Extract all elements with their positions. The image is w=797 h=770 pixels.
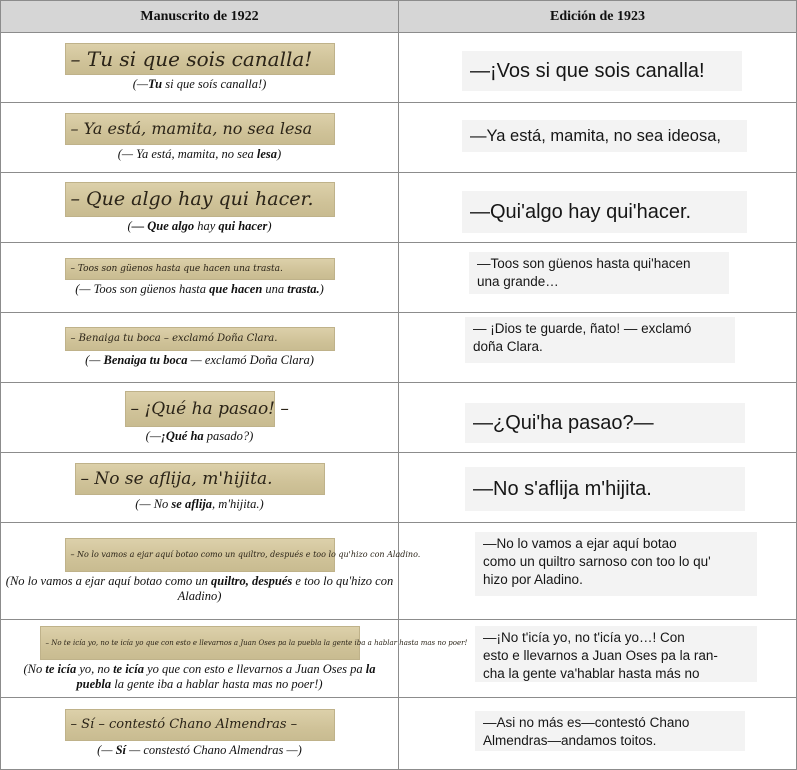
manuscript-transcription: (No lo vamos a ejar aquí botao como un quiltro, después e too lo qu'hizo con Aladino) — [5, 574, 394, 603]
table-row — [1, 313, 797, 383]
manuscript-transcription: (— Benaiga tu boca — exclamó Doña Clara) — [85, 353, 314, 367]
table-row — [1, 698, 797, 770]
manuscript-cell — [1, 243, 399, 313]
manuscript-cell — [1, 313, 399, 383]
manuscript-image: – ¡Qué ha pasao! – — [125, 391, 275, 427]
manuscript-image: – Que algo hay qui hacer. — [65, 182, 335, 217]
manuscript-cell — [1, 173, 399, 243]
table-row — [1, 243, 797, 313]
manuscript-transcription: (— Sí — constestó Chano Almendras —) — [97, 743, 302, 757]
edition-cell — [399, 698, 797, 770]
edition-text: —¿Qui'ha pasao?— — [465, 403, 745, 443]
manuscript-image: – No lo vamos a ejar aquí botao como un quiltro, después e too lo qu'hizo con Aladino. — [65, 538, 335, 572]
manuscript-transcription: (—Tu si que soís canalla!) — [132, 77, 267, 91]
table-row — [1, 173, 797, 243]
manuscript-cell — [1, 383, 399, 453]
manuscript-image: – Benaiga tu boca – exclamó Doña Clara. — [65, 327, 335, 351]
manuscript-image: – Ya está, mamita, no sea lesa — [65, 113, 335, 145]
manuscript-transcription: (No te icía yo, no te icía yo que con esto e llevarnos a Juan Oses pa la puebla la gente iba a hablar hasta mas no poer!) — [23, 661, 376, 691]
table-row — [1, 523, 797, 620]
manuscript-transcription: (— Toos son güenos hasta que hacen una trasta.) — [75, 282, 324, 296]
edition-text: — ¡Dios te guarde, ñato! — exclamó doña Clara. — [465, 317, 735, 363]
table-row — [1, 453, 797, 523]
header-row — [1, 1, 797, 33]
edition-text: —No s'aflija m'hijita. — [465, 467, 745, 511]
manuscript-cell — [1, 33, 399, 103]
manuscript-cell — [1, 620, 468, 698]
manuscript-cell — [1, 453, 399, 523]
table-row — [1, 620, 797, 698]
manuscript-transcription: (— Que algo hay qui hacer) — [127, 218, 272, 233]
manuscript-image: – No se aflija, m'hijita. — [75, 463, 325, 495]
edition-text: —Asi no más es—contestó Chano Almendras—andamos toitos. — [475, 711, 745, 751]
table-row — [1, 103, 797, 173]
edition-cell — [399, 620, 797, 698]
edition-cell — [399, 243, 797, 313]
manuscript-transcription: (— Ya está, mamita, no sea lesa) — [117, 147, 282, 161]
manuscript-transcription: (—¡Qué ha pasado?) — [145, 429, 254, 443]
edition-cell — [399, 33, 797, 103]
manuscript-transcription: (— No se aflija, m'hijita.) — [135, 497, 264, 511]
edition-text: —Qui'algo hay qui'hacer. — [462, 191, 747, 233]
table-row — [1, 33, 797, 103]
manuscript-image: – Toos son güenos hasta que hacen una trasta. — [65, 258, 335, 280]
edition-cell — [399, 383, 797, 453]
edition-text: —No lo vamos a ejar aquí botao como un quiltro sarnoso con too lo qu' hizo por Aladino. — [475, 532, 757, 596]
edition-text: —¡No t'icía yo, no t'icía yo…! Con esto e llevarnos a Juan Oses pa la ran- cha la gente va'hablar hasta más no — [475, 626, 757, 682]
edition-cell — [399, 103, 797, 173]
table-row — [1, 383, 797, 453]
manuscript-image: – Sí – contestó Chano Almendras – — [65, 709, 335, 741]
manuscript-cell — [1, 103, 399, 173]
manuscript-cell — [1, 523, 421, 620]
manuscript-image: – Tu si que sois canalla! — [65, 43, 335, 75]
edition-text: —Ya está, mamita, no sea ideosa, — [462, 120, 747, 152]
col-header-edition: Edición de 1923 — [399, 1, 797, 33]
edition-cell — [399, 523, 797, 620]
col-header-manuscript: Manuscrito de 1922 — [1, 1, 399, 33]
edition-text: —¡Vos si que sois canalla! — [462, 51, 742, 91]
edition-cell — [399, 173, 797, 243]
edition-cell — [399, 313, 797, 383]
edition-text: —Toos son güenos hasta qui'hacen una grande… — [469, 252, 729, 294]
manuscript-image: – No te icía yo, no te icía yo que con esto e llevarnos a Juan Oses pa la puebla la gente iba a hablar hasta mas no poer! — [40, 626, 360, 660]
manuscript-cell — [1, 698, 399, 770]
edition-cell — [399, 453, 797, 523]
